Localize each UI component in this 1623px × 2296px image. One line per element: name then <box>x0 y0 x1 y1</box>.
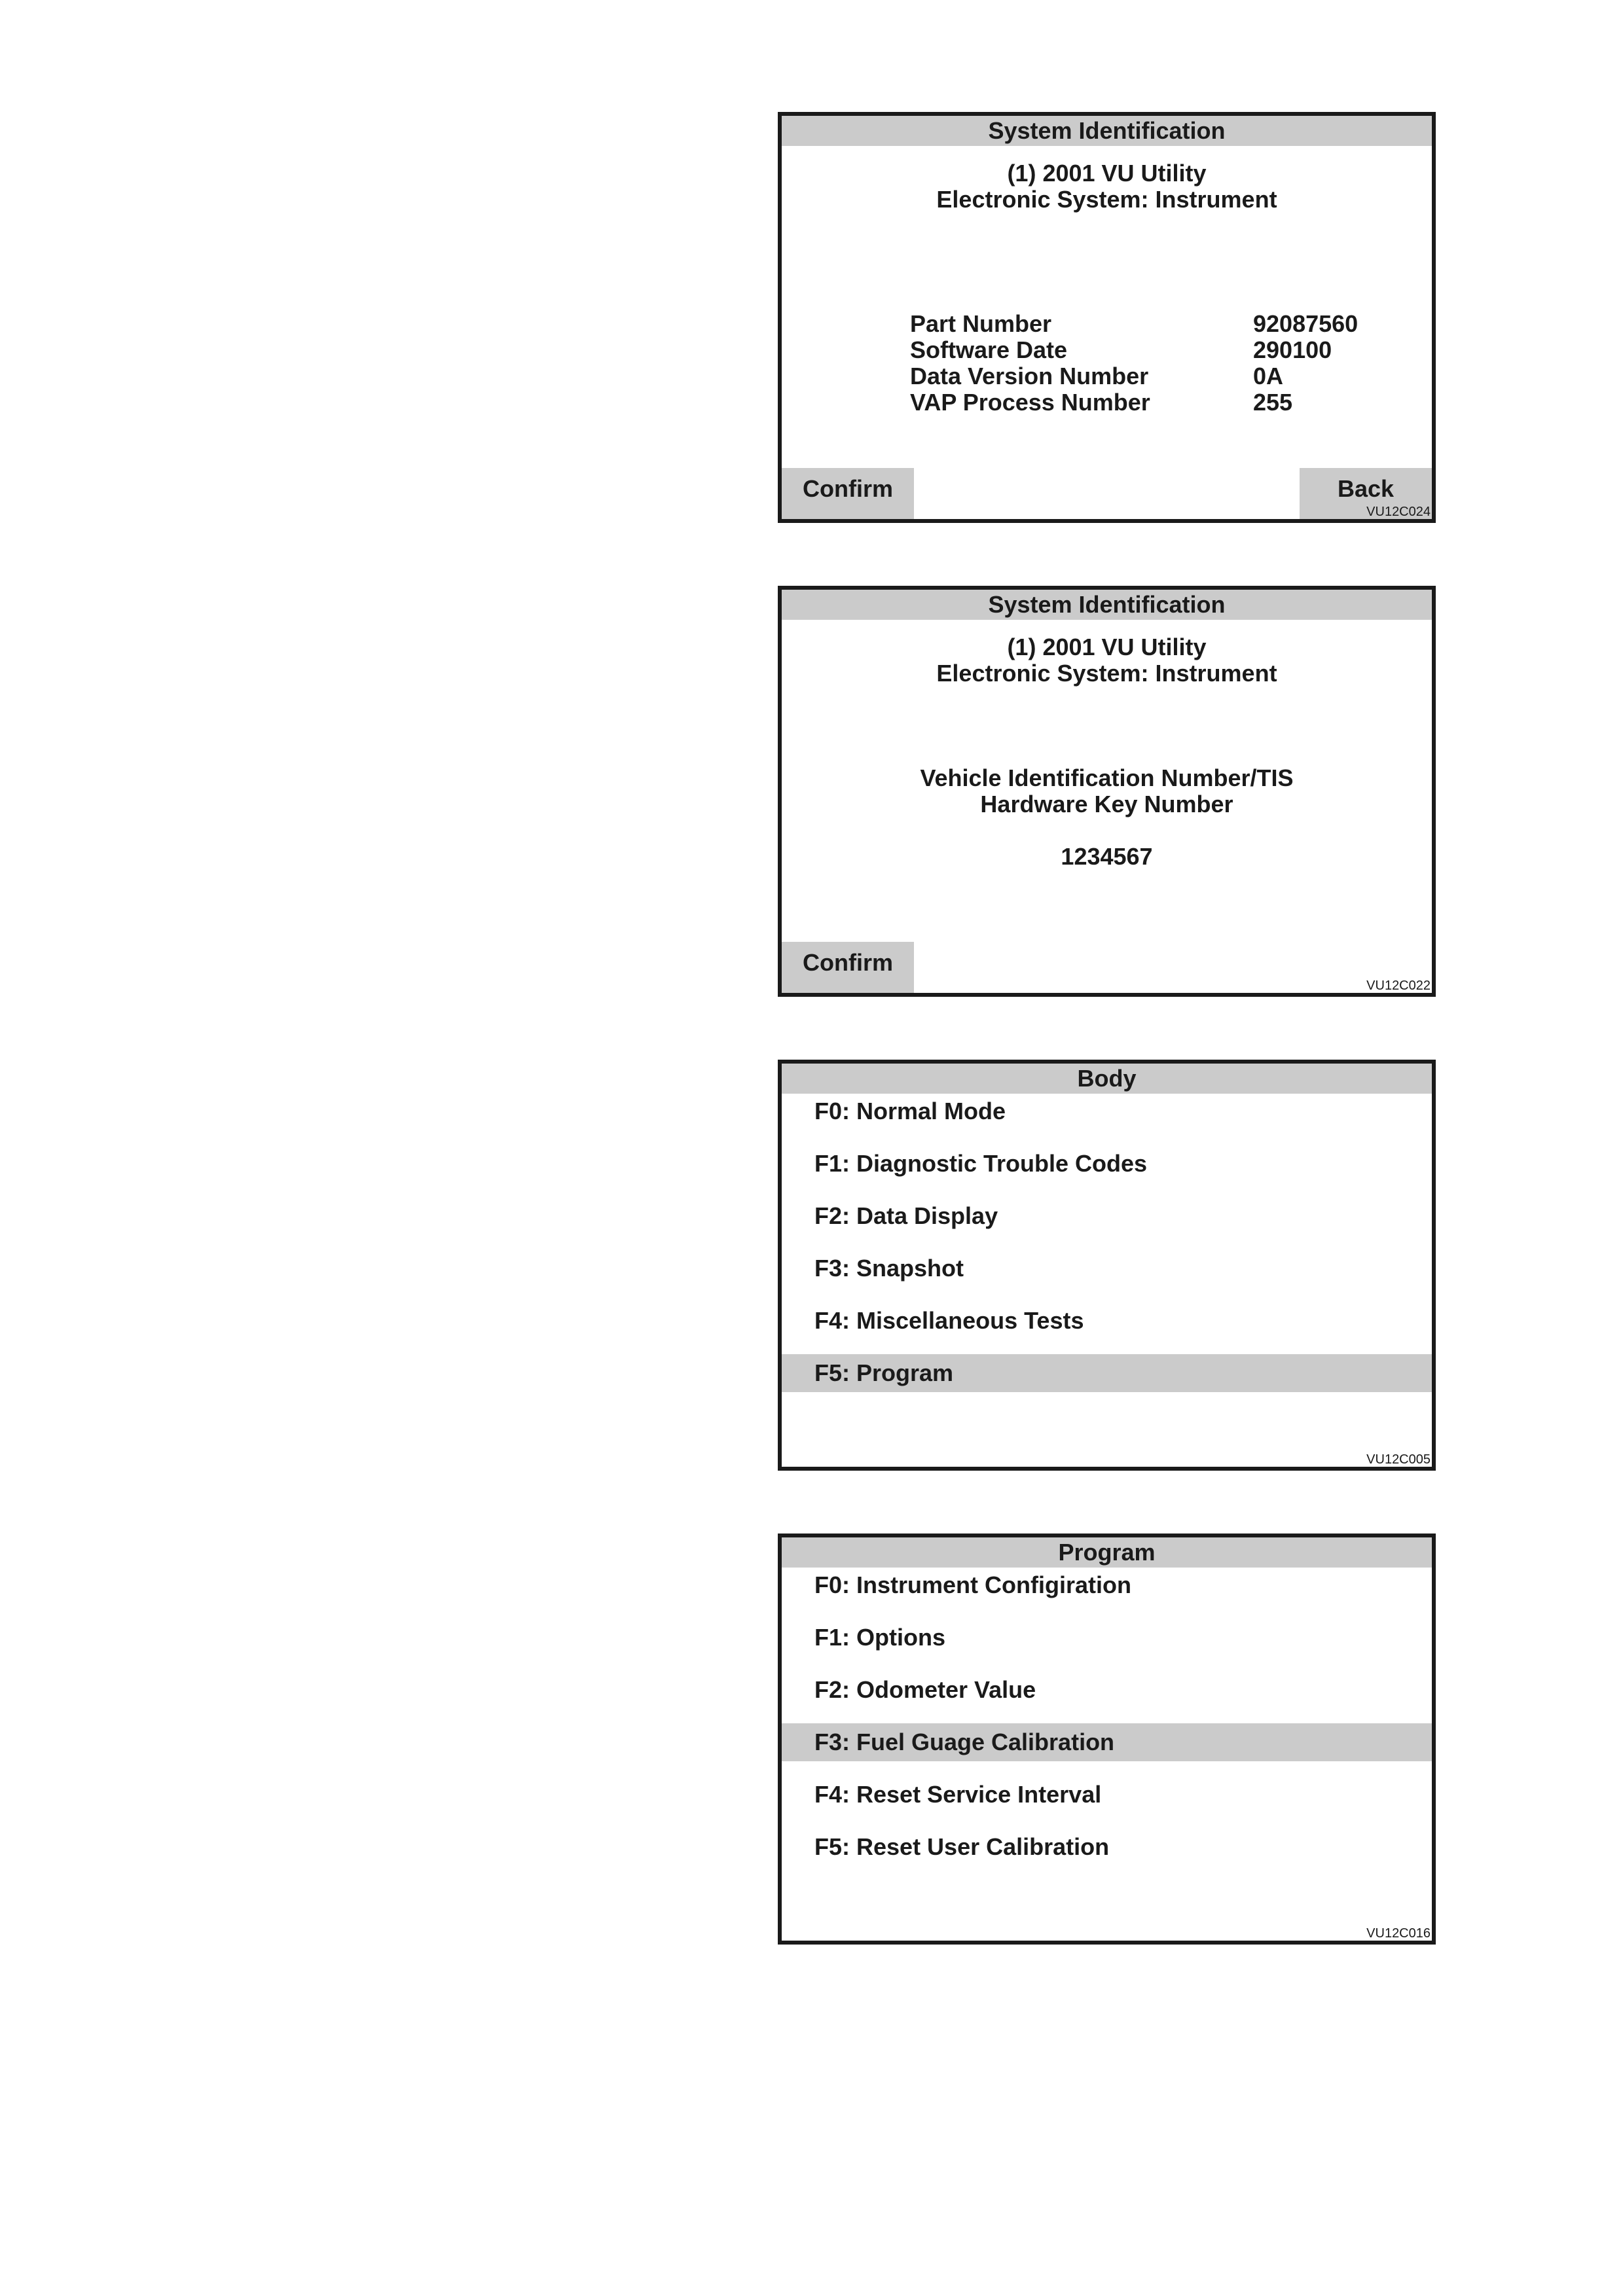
menu-item-normal-mode[interactable]: F0: Normal Mode <box>814 1098 1006 1124</box>
vehicle-line: (1) 2001 VU Utility <box>1007 160 1207 187</box>
figure-code: VU12C016 <box>1366 1926 1431 1941</box>
menu-item-odometer-value[interactable]: F2: Odometer Value <box>814 1676 1036 1703</box>
part-number-row <box>910 311 1432 337</box>
screen-title: System Identification <box>782 116 1432 146</box>
screen-title: System Identification <box>782 590 1432 620</box>
part-number-value: 92087560 <box>1253 310 1359 337</box>
menu-item-program[interactable]: F5: Program <box>782 1354 1432 1392</box>
electronic-system-line: Electronic System: Instrument <box>936 660 1277 687</box>
screen-title: Body <box>782 1064 1432 1094</box>
menu-item-snapshot[interactable]: F3: Snapshot <box>814 1255 964 1282</box>
electronic-system-line: Electronic System: Instrument <box>936 186 1277 213</box>
system-identification-key-screen <box>778 586 1436 997</box>
menu-item-reset-user-calibration[interactable]: F5: Reset User Calibration <box>814 1833 1110 1860</box>
vap-process-row <box>910 389 1432 416</box>
back-button[interactable]: Back <box>1300 468 1432 519</box>
vin-label-line2: Hardware Key Number <box>980 791 1233 817</box>
system-identification-details-screen <box>778 112 1436 523</box>
menu-item-miscellaneous-tests[interactable]: F4: Miscellaneous Tests <box>814 1307 1084 1334</box>
menu-item-fuel-gauge-calibration[interactable]: F3: Fuel Guage Calibration <box>782 1723 1432 1761</box>
hardware-key-number: 1234567 <box>1061 843 1153 870</box>
software-date-row <box>910 337 1432 363</box>
menu-item-data-display[interactable]: F2: Data Display <box>814 1202 998 1229</box>
menu-item-options[interactable]: F1: Options <box>814 1624 945 1651</box>
vap-process-label: VAP Process Number <box>910 389 1150 416</box>
software-date-value: 290100 <box>1253 336 1332 363</box>
program-menu-screen <box>778 1534 1436 1945</box>
data-version-value: 0A <box>1253 363 1284 389</box>
menu-item-reset-service-interval[interactable]: F4: Reset Service Interval <box>814 1781 1102 1808</box>
screen-title: Program <box>782 1537 1432 1568</box>
confirm-button[interactable]: Confirm <box>782 468 914 519</box>
data-version-row <box>910 363 1432 389</box>
confirm-button[interactable]: Confirm <box>782 942 914 993</box>
menu-item-diagnostic-trouble-codes[interactable]: F1: Diagnostic Trouble Codes <box>814 1150 1148 1177</box>
figure-code: VU12C005 <box>1366 1452 1431 1467</box>
body-menu-screen <box>778 1060 1436 1471</box>
figure-code: VU12C022 <box>1366 978 1431 993</box>
software-date-label: Software Date <box>910 336 1068 363</box>
menu-item-instrument-configuration[interactable]: F0: Instrument Configiration <box>814 1571 1131 1598</box>
vin-label-line1: Vehicle Identification Number/TIS <box>920 764 1294 791</box>
figure-code: VU12C024 <box>1366 505 1431 519</box>
data-version-label: Data Version Number <box>910 363 1149 389</box>
vehicle-line: (1) 2001 VU Utility <box>1007 634 1207 660</box>
part-number-label: Part Number <box>910 310 1052 337</box>
vap-process-value: 255 <box>1253 389 1293 416</box>
